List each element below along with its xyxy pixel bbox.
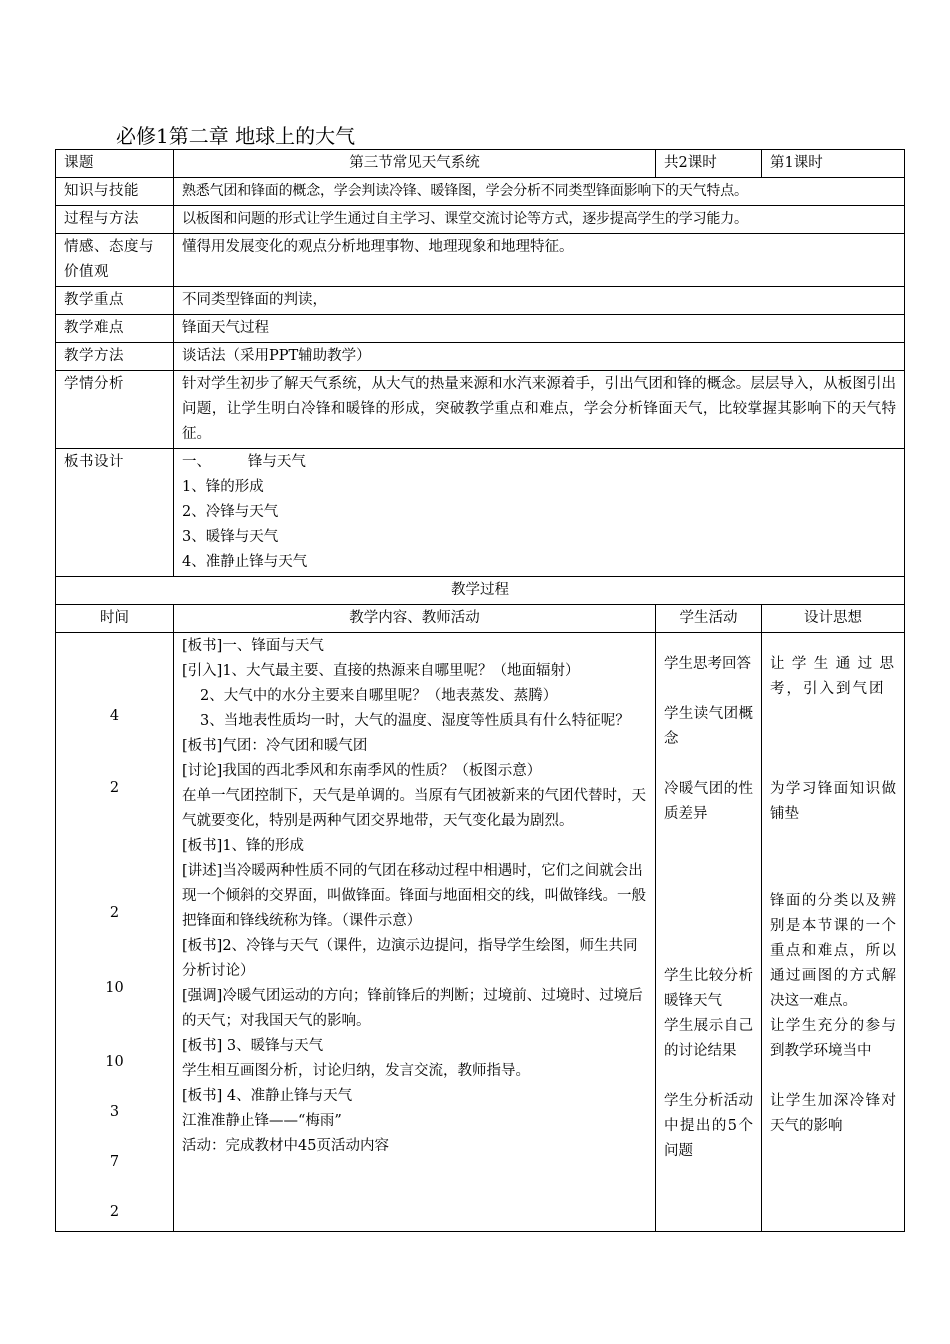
student-activity-item: 学生展示自己的讨论结果 [664,1018,753,1059]
board-lines [174,449,905,577]
content-line: 江淮准静止锋——“梅雨” [182,1113,342,1129]
col-header-content: 教学内容、教师活动 [174,605,656,633]
time-value: 2 [109,780,120,796]
teaching-content [174,633,656,1232]
board-label: 板书设计 [56,449,174,577]
info-value: 不同类型锋面的判读， [174,287,905,315]
topic-value: 第三节常见天气系统 [174,150,656,178]
time-value: 10 [105,1054,124,1070]
info-label: 教学方法 [56,343,174,371]
process-column-headers [56,605,905,633]
topic-label: 课题 [56,150,174,178]
time-value: 10 [105,980,124,996]
design-item: 让学生通过思考，引入到气团 [770,656,896,697]
content-line: 在单一气团控制下，天气是单调的。当原有气团被新来的气团代替时，天气就要变化，特别是两种气团交界地带，天气变化最为剧烈。 [182,788,646,829]
board-line: 3、暖锋与天气 [182,529,279,545]
info-row-knowledge [56,178,905,206]
info-row-analysis [56,371,905,449]
content-line: [板书] 3、暖锋与天气 [182,1038,324,1054]
col-header-time: 时间 [56,605,174,633]
info-label: 教学重点 [56,287,174,315]
info-label: 过程与方法 [56,206,174,234]
col-header-student: 学生活动 [656,605,762,633]
info-row-difficulty [56,315,905,343]
info-value: 谈话法（采用PPT辅助教学） [174,343,905,371]
content-line: [板书]一、锋面与天气 [182,638,324,654]
design-item: 让学生加深冷锋对天气的影响 [770,1093,896,1134]
content-line: [强调]冷暖气团运动的方向；锋前锋后的判断；过境前、过境时、过境后的天气；对我国天气的影响。 [182,988,643,1029]
board-line: 2、冷锋与天气 [182,504,279,520]
info-label: 知识与技能 [56,178,174,206]
info-value: 锋面天气过程 [174,315,905,343]
time-value: 7 [109,1154,120,1170]
content-line: [板书] 4、准静止锋与天气 [182,1088,353,1104]
info-value: 熟悉气团和锋面的概念，学会判读冷锋、暖锋图，学会分析不同类型锋面影响下的天气特点。 [174,178,905,206]
time-column [56,633,174,1232]
total-lessons: 共2课时 [656,150,762,178]
student-activity-item: 学生思考回答 [664,656,751,672]
student-activity-item: 学生读气团概念 [664,706,753,747]
info-row-values [56,234,905,287]
design-item: 锋面的分类以及辨别是本节课的一个重点和难点，所以通过画图的方式解决这一难点。 [770,893,896,1009]
content-line: [引入]1、大气最主要、直接的热源来自哪里呢？（地面辐射） [182,663,580,679]
process-body-row [56,633,905,1232]
header-row [56,150,905,178]
content-line: [板书]1、锋的形成 [182,838,305,854]
info-value: 以板图和问题的形式让学生通过自主学习、课堂交流讨论等方式，逐步提高学生的学习能力。 [174,206,905,234]
info-row-process [56,206,905,234]
info-value: 懂得用发展变化的观点分析地理事物、地理现象和地理特征。 [174,234,905,287]
info-label: 学情分析 [56,371,174,449]
document-title: 必修1第二章 地球上的大气 [116,124,356,148]
process-heading-row [56,577,905,605]
board-line: 4、准静止锋与天气 [182,554,308,570]
student-activity-item: 冷暖气团的性质差异 [664,781,753,822]
content-line: [板书]2、冷锋与天气（课件，边演示边提问，指导学生绘图，师生共同分析讨论） [182,938,638,979]
time-value: 2 [109,1204,120,1220]
content-line: [板书]气团：冷气团和暖气团 [182,738,368,754]
content-line: [讨论]我国的西北季风和东南季风的性质？（板图示意） [182,763,542,779]
info-label: 情感、态度与价值观 [56,234,174,287]
this-lesson: 第1课时 [762,150,905,178]
info-value: 针对学生初步了解天气系统，从大气的热量来源和水汽来源着手，引出气团和锋的概念。层层导入，从板图引出问题，让学生明白冷锋和暖锋的形成，突破教学重点和难点，学会分析锋面天气，比较掌握其影响下的天气特征。 [174,371,905,449]
content-line: 活动：完成教材中45页活动内容 [182,1138,389,1154]
info-row-method [56,343,905,371]
time-value: 3 [109,1104,120,1120]
board-line: 一、 锋与天气 [182,454,306,470]
info-label: 教学难点 [56,315,174,343]
process-heading: 教学过程 [56,577,905,605]
lesson-plan-table [55,149,905,1232]
board-design-row [56,449,905,577]
content-line: 3、当地表性质均一时，大气的温度、湿度等性质具有什么特征呢？ [200,713,630,729]
col-header-design: 设计思想 [762,605,905,633]
info-row-key-point [56,287,905,315]
student-activity-item: 学生分析活动中提出的5个问题 [664,1093,753,1159]
content-line: 2、大气中的水分主要来自哪里呢？（地表蒸发、蒸腾） [200,688,558,704]
design-item: 为学习锋面知识做铺垫 [770,781,896,822]
student-activity [656,633,762,1232]
board-line: 1、锋的形成 [182,479,264,495]
time-value: 2 [109,905,120,921]
content-line: [讲述]当冷暖两种性质不同的气团在移动过程中相遇时，它们之间就会出现一个倾斜的交界面，叫做锋面。锋面与地面相交的线，叫做锋线。一般把锋面和锋线统称为锋。（课件示意） [182,863,646,929]
content-line: 学生相互画图分析，讨论归纳，发言交流，教师指导。 [182,1063,530,1079]
design-item: 让学生充分的参与到教学环境当中 [770,1018,896,1059]
student-activity-item: 学生比较分析暖锋天气 [664,968,753,1009]
time-value: 4 [109,708,120,724]
design-intent [762,633,905,1232]
